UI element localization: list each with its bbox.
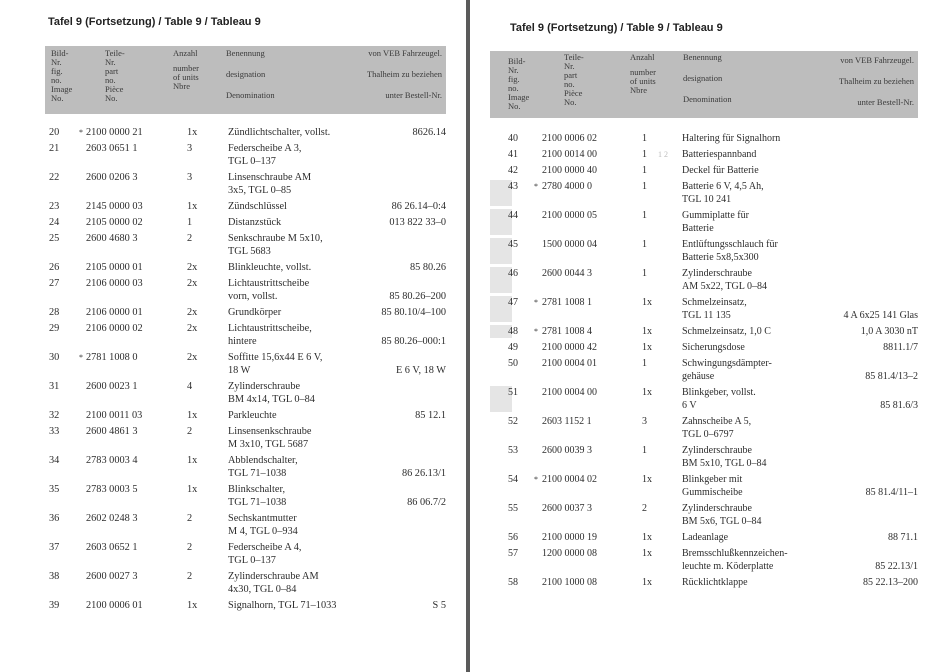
quantity: 1x bbox=[187, 455, 198, 466]
order-number: S 5 bbox=[432, 600, 446, 611]
part-number: 2105 0000 01 bbox=[86, 262, 143, 273]
part-number: 2100 0004 01 bbox=[542, 358, 597, 369]
order-number: 8626.14 bbox=[412, 127, 446, 138]
part-number: 2100 1000 08 bbox=[542, 577, 597, 588]
item-number: 27 bbox=[49, 278, 60, 289]
header-bild: Bild- Nr. fig. no. Image No. bbox=[51, 48, 73, 103]
quantity: 1x bbox=[642, 474, 652, 485]
designation: Federscheibe A 3, bbox=[228, 143, 302, 154]
part-number: 2100 0014 00 bbox=[542, 149, 597, 160]
designation: Schmelzeinsatz, bbox=[682, 297, 747, 308]
quantity: 1x bbox=[187, 201, 198, 212]
page-title: Tafel 9 (Fortsetzung) / Table 9 / Tableau 9 bbox=[510, 22, 723, 34]
asterisk-mark: * bbox=[534, 182, 538, 191]
quantity: 3 bbox=[642, 416, 647, 427]
quantity: 4 bbox=[187, 381, 193, 392]
item-number: 26 bbox=[49, 262, 60, 273]
table-row bbox=[490, 132, 918, 145]
table-row bbox=[490, 325, 918, 338]
item-number: 22 bbox=[49, 172, 60, 183]
item-number: 42 bbox=[508, 165, 518, 176]
quantity: 2 bbox=[187, 571, 193, 582]
designation: Lichtaustrittscheibe bbox=[228, 278, 310, 289]
table-row bbox=[45, 599, 446, 612]
asterisk-mark: * bbox=[534, 327, 538, 336]
designation: leuchte m. Köderplatte bbox=[682, 561, 774, 572]
quantity: 1 bbox=[642, 133, 647, 144]
item-number: 33 bbox=[49, 426, 60, 437]
order-number: 85 80.26–200 bbox=[389, 291, 446, 302]
part-number: 2100 0006 01 bbox=[86, 600, 143, 611]
designation: BM 4x14, TGL 0–84 bbox=[228, 394, 315, 405]
table-row bbox=[490, 148, 918, 161]
designation: 4x30, TGL 0–84 bbox=[228, 584, 297, 595]
part-number: 2100 0004 00 bbox=[542, 387, 597, 398]
column-header bbox=[490, 51, 918, 118]
designation: Linsensenkschraube bbox=[228, 426, 312, 437]
part-number: 2783 0003 4 bbox=[86, 455, 138, 466]
item-number: 46 bbox=[508, 268, 518, 279]
designation: 18 W bbox=[228, 365, 251, 376]
asterisk-mark: * bbox=[79, 128, 83, 137]
part-number: 2145 0000 03 bbox=[86, 201, 143, 212]
order-number: 86 06.7/2 bbox=[407, 497, 446, 508]
parts-table bbox=[490, 132, 918, 592]
quantity: 1 bbox=[642, 445, 647, 456]
table-row bbox=[490, 209, 918, 235]
designation: Rücklichtklappe bbox=[682, 577, 748, 588]
table-row bbox=[490, 180, 918, 206]
designation: TGL 0–6797 bbox=[682, 429, 734, 440]
quantity: 1 bbox=[642, 149, 647, 160]
designation: Zylinderschraube AM bbox=[228, 571, 319, 582]
designation: 3x5, TGL 0–85 bbox=[228, 185, 292, 196]
part-number: 2600 4861 3 bbox=[86, 426, 138, 437]
order-number: 85 81.4/13–2 bbox=[865, 371, 918, 382]
designation: Linsenschraube AM bbox=[228, 172, 312, 183]
designation: Parkleuchte bbox=[228, 410, 277, 421]
designation: AM 5x22, TGL 0–84 bbox=[682, 281, 767, 292]
designation: hintere bbox=[228, 336, 257, 347]
table-row bbox=[45, 200, 446, 213]
designation: Distanzstück bbox=[228, 217, 282, 228]
quantity: 2x bbox=[187, 352, 198, 363]
part-number: 2600 0044 3 bbox=[542, 268, 592, 279]
table-row bbox=[45, 570, 446, 596]
designation: M 3x10, TGL 5687 bbox=[228, 439, 309, 450]
item-number: 24 bbox=[49, 217, 60, 228]
table-row bbox=[45, 351, 446, 377]
designation: Blinkleuchte, vollst. bbox=[228, 262, 312, 273]
table-row bbox=[45, 216, 446, 229]
order-number: 85 12.1 bbox=[415, 410, 446, 421]
part-number: 1200 0000 08 bbox=[542, 548, 597, 559]
table-row bbox=[45, 306, 446, 319]
quantity: 1 bbox=[642, 268, 647, 279]
item-number: 48 bbox=[508, 326, 518, 337]
designation: TGL 0–137 bbox=[228, 156, 276, 167]
designation: Zylinderschraube bbox=[682, 503, 752, 514]
designation: Batterie 5x8,5x300 bbox=[682, 252, 759, 263]
designation: Abblendschalter, bbox=[228, 455, 298, 466]
part-number: 2100 0004 02 bbox=[542, 474, 597, 485]
part-number: 2600 4680 3 bbox=[86, 233, 138, 244]
quantity: 1x bbox=[187, 127, 198, 138]
item-number: 49 bbox=[508, 342, 518, 353]
part-number: 2106 0000 02 bbox=[86, 323, 143, 334]
designation: Schwingungsdämpter- bbox=[682, 358, 772, 369]
item-number: 51 bbox=[508, 387, 518, 398]
part-number: 2600 0206 3 bbox=[86, 172, 138, 183]
item-number: 58 bbox=[508, 577, 518, 588]
table-row bbox=[490, 444, 918, 470]
table-row bbox=[490, 531, 918, 544]
asterisk-mark: * bbox=[79, 353, 83, 362]
item-number: 37 bbox=[49, 542, 60, 553]
part-number: 2600 0023 1 bbox=[86, 381, 138, 392]
item-number: 56 bbox=[508, 532, 518, 543]
designation: TGL 10 241 bbox=[682, 194, 732, 205]
designation: Zylinderschraube bbox=[682, 268, 752, 279]
designation: Zündschlüssel bbox=[228, 201, 287, 212]
quantity: 2x bbox=[187, 323, 198, 334]
item-number: 41 bbox=[508, 149, 518, 160]
order-number: 85 22.13–200 bbox=[863, 577, 918, 588]
table-row bbox=[490, 386, 918, 412]
part-number: 2603 1152 1 bbox=[542, 416, 592, 427]
table-row bbox=[45, 277, 446, 303]
part-number: 2603 0652 1 bbox=[86, 542, 138, 553]
header-benennung: Benennung designation Denomination bbox=[683, 52, 732, 104]
header-bild: Bild- Nr. fig. no. Image No. bbox=[508, 56, 530, 111]
designation: Batteriespannband bbox=[682, 149, 757, 160]
designation: Senkschraube M 5x10, bbox=[228, 233, 323, 244]
order-number: 4 A 6x25 141 Glas bbox=[843, 310, 918, 321]
quantity: 1 bbox=[187, 217, 193, 228]
part-number: 1500 0000 04 bbox=[542, 239, 597, 250]
quantity: 1 bbox=[642, 210, 647, 221]
table-row bbox=[45, 483, 446, 509]
designation: Sechskantmutter bbox=[228, 513, 297, 524]
designation: Federscheibe A 4, bbox=[228, 542, 302, 553]
quantity: 1x bbox=[642, 387, 652, 398]
quantity: 1 bbox=[642, 358, 647, 369]
order-number: 85 80.26–000:1 bbox=[381, 336, 446, 347]
faint-mark: 1 2 bbox=[658, 150, 668, 159]
quantity: 1x bbox=[642, 326, 652, 337]
item-number: 38 bbox=[49, 571, 60, 582]
item-number: 32 bbox=[49, 410, 60, 421]
order-number: 86 26.14–0:4 bbox=[391, 201, 446, 212]
designation: Grundkörper bbox=[228, 307, 282, 318]
designation: Ladeanlage bbox=[682, 532, 729, 543]
part-number: 2100 0000 21 bbox=[86, 127, 143, 138]
item-number: 52 bbox=[508, 416, 518, 427]
order-number: 8811.1/7 bbox=[883, 342, 918, 353]
item-number: 36 bbox=[49, 513, 60, 524]
part-number: 2603 0651 1 bbox=[86, 143, 138, 154]
part-number: 2781 1008 1 bbox=[542, 297, 592, 308]
table-row bbox=[490, 576, 918, 589]
quantity: 2x bbox=[187, 278, 198, 289]
designation: Schmelzeinsatz, 1,0 C bbox=[682, 326, 771, 337]
designation: Bremsschlußkennzeichen- bbox=[682, 548, 788, 559]
header-benennung: Benennung designation Denomination bbox=[226, 48, 275, 100]
quantity: 1 bbox=[642, 239, 647, 250]
item-number: 28 bbox=[49, 307, 60, 318]
table-row bbox=[490, 267, 918, 293]
part-number: 2106 0000 01 bbox=[86, 307, 143, 318]
designation: TGL 11 135 bbox=[682, 310, 731, 321]
item-number: 34 bbox=[49, 455, 60, 466]
table-row bbox=[45, 512, 446, 538]
quantity: 2 bbox=[642, 503, 647, 514]
designation: Sicherungsdose bbox=[682, 342, 745, 353]
item-number: 43 bbox=[508, 181, 518, 192]
table-row bbox=[45, 380, 446, 406]
order-number: 85 22.13/1 bbox=[875, 561, 918, 572]
item-number: 47 bbox=[508, 297, 518, 308]
asterisk-mark: * bbox=[534, 298, 538, 307]
item-number: 55 bbox=[508, 503, 518, 514]
item-number: 21 bbox=[49, 143, 60, 154]
table-row bbox=[45, 425, 446, 451]
quantity: 1 bbox=[642, 165, 647, 176]
right-page bbox=[470, 0, 932, 672]
designation: Zylinderschraube bbox=[228, 381, 301, 392]
designation: Haltering für Signalhorn bbox=[682, 133, 781, 144]
part-number: 2602 0248 3 bbox=[86, 513, 138, 524]
designation: Soffitte 15,6x44 E 6 V, bbox=[228, 352, 323, 363]
quantity: 1x bbox=[642, 297, 652, 308]
table-row bbox=[45, 126, 446, 139]
table-row bbox=[490, 415, 918, 441]
designation: Batterie bbox=[682, 223, 714, 234]
quantity: 1x bbox=[642, 577, 652, 588]
designation: Blinkgeber, vollst. bbox=[682, 387, 756, 398]
table-row bbox=[45, 261, 446, 274]
item-number: 20 bbox=[49, 127, 60, 138]
part-number: 2106 0000 03 bbox=[86, 278, 143, 289]
header-teile: Teile- Nr. part no. Pièce No. bbox=[105, 48, 125, 103]
designation: 6 V bbox=[682, 400, 697, 411]
column-header bbox=[45, 46, 446, 114]
designation: M 4, TGL 0–934 bbox=[228, 526, 298, 537]
order-number: 88 71.1 bbox=[888, 532, 918, 543]
table-row bbox=[45, 232, 446, 258]
quantity: 2 bbox=[187, 542, 193, 553]
part-number: 2780 4000 0 bbox=[542, 181, 592, 192]
designation: TGL 0–137 bbox=[228, 555, 276, 566]
part-number: 2781 1008 0 bbox=[86, 352, 138, 363]
designation: Gummiplatte für bbox=[682, 210, 749, 221]
item-number: 53 bbox=[508, 445, 518, 456]
designation: Zahnscheibe A 5, bbox=[682, 416, 752, 427]
part-number: 2600 0037 3 bbox=[542, 503, 592, 514]
designation: Signalhorn, TGL 71–1033 bbox=[228, 600, 337, 611]
quantity: 1x bbox=[642, 548, 652, 559]
part-number: 2600 0027 3 bbox=[86, 571, 138, 582]
part-number: 2100 0000 05 bbox=[542, 210, 597, 221]
designation: gehäuse bbox=[682, 371, 715, 382]
order-number: 1,0 A 3030 nT bbox=[860, 326, 918, 337]
item-number: 44 bbox=[508, 210, 518, 221]
header-anzahl: Anzahl number of units Nbre bbox=[173, 48, 199, 91]
designation: Lichtaustrittscheibe, bbox=[228, 323, 312, 334]
order-number: 85 81.4/11–1 bbox=[865, 487, 918, 498]
order-number: 86 26.13/1 bbox=[401, 468, 446, 479]
table-row bbox=[490, 357, 918, 383]
designation: Blinkgeber mit bbox=[682, 474, 743, 485]
item-number: 29 bbox=[49, 323, 60, 334]
quantity: 1x bbox=[187, 410, 198, 421]
designation: Batterie 6 V, 4,5 Ah, bbox=[682, 181, 764, 192]
quantity: 1x bbox=[187, 600, 198, 611]
quantity: 1x bbox=[187, 484, 198, 495]
table-row bbox=[490, 547, 918, 573]
item-number: 40 bbox=[508, 133, 518, 144]
quantity: 2 bbox=[187, 233, 193, 244]
part-number: 2100 0000 42 bbox=[542, 342, 597, 353]
quantity: 2x bbox=[187, 307, 198, 318]
table-row bbox=[490, 502, 918, 528]
table-row bbox=[45, 541, 446, 567]
header-supplier: von VEB Fahrzeugel. Thalheim zu beziehen unter Bestell-Nr. bbox=[838, 55, 914, 107]
table-row bbox=[490, 238, 918, 264]
designation: TGL 71–1038 bbox=[228, 468, 287, 479]
part-number: 2100 0000 19 bbox=[542, 532, 597, 543]
quantity: 1x bbox=[642, 532, 652, 543]
quantity: 2 bbox=[187, 426, 193, 437]
designation: Zündlichtschalter, vollst. bbox=[228, 127, 331, 138]
item-number: 35 bbox=[49, 484, 60, 495]
table-row bbox=[45, 409, 446, 422]
part-number: 2781 1008 4 bbox=[542, 326, 592, 337]
header-supplier: von VEB Fahrzeugel. Thalheim zu beziehen unter Bestell-Nr. bbox=[366, 48, 442, 100]
part-number: 2105 0000 02 bbox=[86, 217, 143, 228]
table-row bbox=[490, 296, 918, 322]
part-number: 2100 0006 02 bbox=[542, 133, 597, 144]
table-row bbox=[45, 454, 446, 480]
quantity: 2 bbox=[187, 513, 193, 524]
quantity: 2x bbox=[187, 262, 198, 273]
table-row bbox=[45, 142, 446, 168]
order-number: 013 822 33–0 bbox=[389, 217, 446, 228]
table-row bbox=[45, 322, 446, 348]
part-number: 2100 0011 03 bbox=[86, 410, 143, 421]
quantity: 1 bbox=[642, 181, 647, 192]
designation: TGL 71–1038 bbox=[228, 497, 287, 508]
table-row bbox=[45, 171, 446, 197]
item-number: 25 bbox=[49, 233, 60, 244]
item-number: 50 bbox=[508, 358, 518, 369]
order-number: 85 80.26 bbox=[409, 262, 446, 273]
designation: BM 5x6, TGL 0–84 bbox=[682, 516, 762, 527]
item-number: 39 bbox=[49, 600, 60, 611]
table-row bbox=[490, 341, 918, 354]
header-anzahl: Anzahl number of units Nbre bbox=[630, 52, 656, 95]
quantity: 3 bbox=[187, 172, 193, 183]
item-number: 31 bbox=[49, 381, 60, 392]
part-number: 2783 0003 5 bbox=[86, 484, 138, 495]
designation: BM 5x10, TGL 0–84 bbox=[682, 458, 767, 469]
quantity: 1x bbox=[642, 342, 652, 353]
order-number: 85 81.6/3 bbox=[880, 400, 918, 411]
table-row bbox=[490, 473, 918, 499]
designation: TGL 5683 bbox=[228, 246, 271, 257]
designation: Gummischeibe bbox=[682, 487, 743, 498]
asterisk-mark: * bbox=[534, 475, 538, 484]
item-number: 30 bbox=[49, 352, 60, 363]
item-number: 57 bbox=[508, 548, 518, 559]
table-row bbox=[490, 164, 918, 177]
item-number: 45 bbox=[508, 239, 518, 250]
item-number: 23 bbox=[49, 201, 60, 212]
designation: Entlüftungsschlauch für bbox=[682, 239, 778, 250]
header-teile: Teile- Nr. part no. Pièce No. bbox=[564, 52, 584, 107]
page-title: Tafel 9 (Fortsetzung) / Table 9 / Tableau 9 bbox=[48, 16, 261, 28]
designation: Blinkschalter, bbox=[228, 484, 286, 495]
order-number: E 6 V, 18 W bbox=[395, 365, 446, 376]
quantity: 3 bbox=[187, 143, 193, 154]
designation: vorn, vollst. bbox=[228, 291, 278, 302]
part-number: 2100 0000 40 bbox=[542, 165, 597, 176]
designation: Zylinderschraube bbox=[682, 445, 752, 456]
designation: Deckel für Batterie bbox=[682, 165, 759, 176]
item-number: 54 bbox=[508, 474, 518, 485]
order-number: 85 80.10/4–100 bbox=[381, 307, 446, 318]
parts-table bbox=[45, 126, 446, 615]
part-number: 2600 0039 3 bbox=[542, 445, 592, 456]
